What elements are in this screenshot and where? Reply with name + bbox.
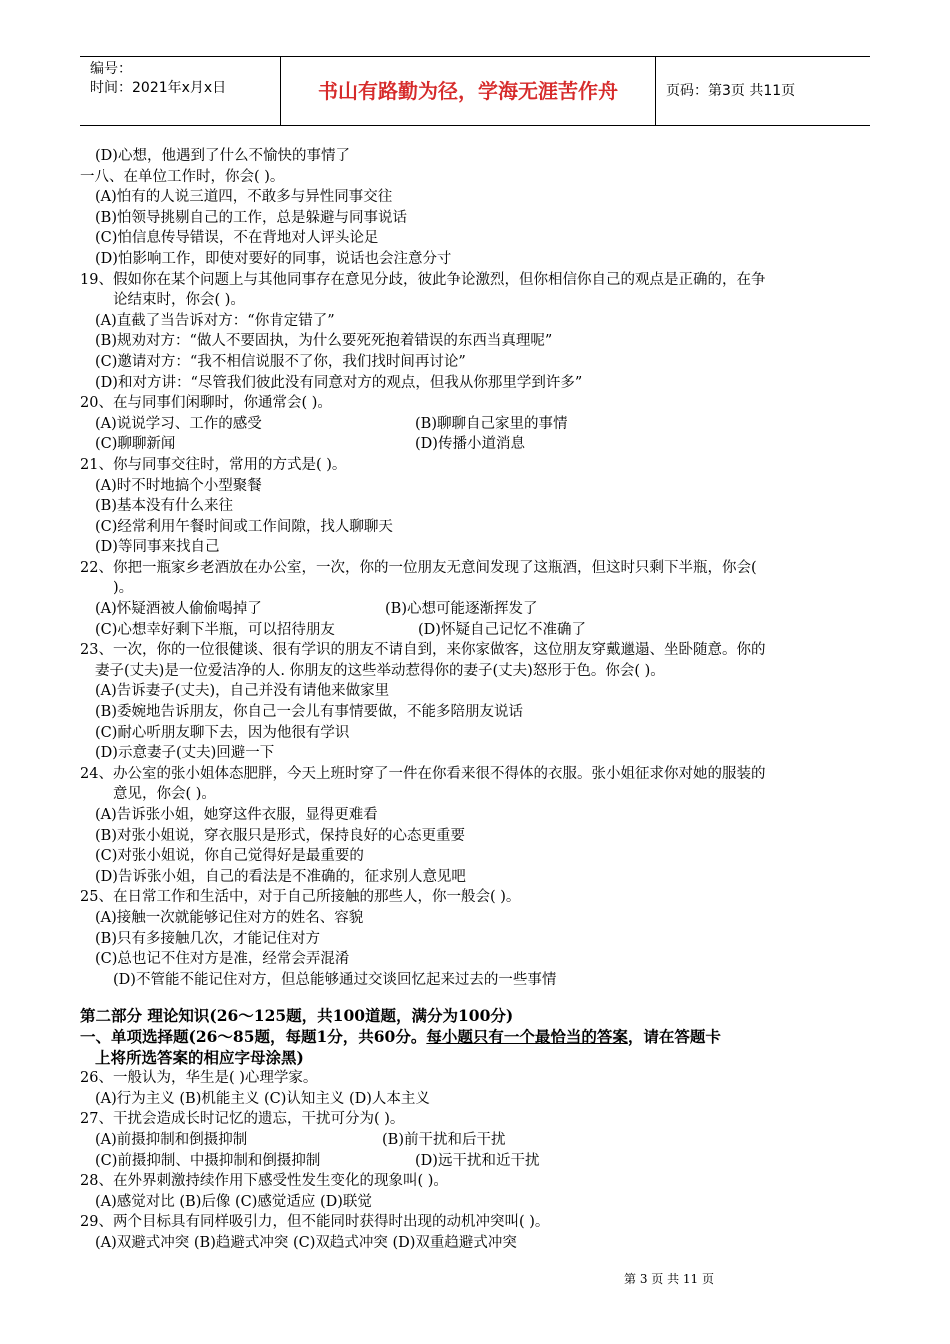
option-line: (A)行为主义 (B)机能主义 (C)认知主义 (D)人本主义 — [95, 1090, 430, 1107]
section-heading-text: 一、单项选择题(26～85题，每题1分，共60分。 — [80, 1026, 427, 1046]
page-footer: 第 3 页 共 11 页 — [624, 1272, 714, 1286]
time-label: 时间：2021年x月x日 — [90, 80, 227, 96]
option-line: (A)告诉张小姐，她穿这件衣服，显得更难看 — [95, 807, 378, 823]
question-stem: 29、两个目标具有同样吸引力，但不能同时获得时出现的动机冲突叫( )。 — [80, 1214, 550, 1231]
option-line: (C)耐心听朋友聊下去，因为他很有学识 — [95, 724, 350, 741]
question-stem-continued: 妻子(丈夫)是一位爱洁净的人. 你朋友的这些举动惹得你的妻子(丈夫)怒形于色。你会( )。 — [95, 662, 665, 679]
question-stem: 25、在日常工作和生活中，对于自己所接触的那些人，你一般会( )。 — [80, 889, 521, 906]
option-line: (B)只有多接触几次，才能记住对方 — [95, 930, 320, 947]
question-stem: 21、你与同事交往时，常用的方式是( )。 — [80, 456, 347, 473]
number-label: 编号： — [90, 61, 132, 77]
option-line: (C)怕信息传导错误，不在背地对人评头论足 — [95, 230, 379, 247]
option-line: (C)对张小姐说，你自己觉得好是最重要的 — [95, 848, 364, 865]
option-d: (D)传播小道消息 — [415, 436, 525, 453]
option-line: (D)等同事来找自己 — [95, 539, 220, 556]
header-divider — [655, 57, 656, 125]
question-stem: 20、在与同事们闲聊时，你通常会( )。 — [80, 395, 332, 412]
option-line: (B)对张小姐说，穿衣服只是形式，保持良好的心态更重要 — [95, 827, 465, 844]
section-heading-text: ，请在答题卡 — [627, 1026, 721, 1046]
option-b: (B)聊聊自己家里的事情 — [415, 415, 568, 432]
option-line: (A)双避式冲突 (B)趋避式冲突 (C)双趋式冲突 (D)双重趋避式冲突 — [95, 1234, 517, 1251]
page-header — [80, 56, 870, 126]
option-line: (B)基本没有什么来往 — [95, 498, 233, 515]
option-c: (C)聊聊新闻 — [95, 436, 176, 453]
option-line: (D)不管能不能记住对方，但总能够通过交谈回忆起来过去的一些事情 — [113, 971, 557, 988]
question-stem-continued: )。 — [113, 580, 134, 597]
question-stem-continued: 论结束时，你会( )。 — [113, 292, 245, 309]
option-b: (B)前干扰和后干扰 — [382, 1131, 506, 1148]
option-c: (C)前摄抑制、中摄抑制和倒摄抑制 — [95, 1152, 321, 1169]
option-line: (D)示意妻子(丈夫)回避一下 — [95, 745, 275, 762]
option-line: (A)时不时地搞个小型聚餐 — [95, 477, 262, 494]
option-line: (A)接触一次就能够记住对方的姓名、容貌 — [95, 909, 364, 926]
section-heading — [80, 1027, 870, 1048]
section-heading-continued: 上将所选答案的相应字母涂黑) — [95, 1047, 304, 1067]
option-line: (D)怕影响工作，即使对要好的同事，说话也会注意分寸 — [95, 250, 452, 267]
header-page-info: 页码：第3页 共11页 — [666, 83, 796, 99]
header-motto: 书山有路勤为径，学海无涯苦作舟 — [318, 79, 618, 103]
question-stem: 28、在外界刺激持续作用下感受性发生变化的现象叫( )。 — [80, 1173, 448, 1190]
part-title: 第二部分 理论知识(26～125题，共100道题，满分为100分) — [80, 1006, 514, 1026]
option-d: (D)怀疑自己记忆不准确了 — [418, 621, 586, 638]
option-line: (C)邀请对方：“我不相信说服不了你，我们找时间再讨论” — [95, 353, 466, 370]
section-heading-emphasis: 每小题只有一个最恰当的答案 — [426, 1026, 628, 1046]
question-stem: 27、干扰会造成长时记忆的遗忘，干扰可分为( )。 — [80, 1111, 405, 1128]
option-line: (A)直截了当告诉对方：“你肯定错了” — [95, 312, 335, 329]
option-a: (A)怀疑酒被人偷偷喝掉了 — [95, 601, 262, 618]
header-meta — [80, 57, 280, 125]
question-stem: 22、你把一瓶家乡老酒放在办公室，一次，你的一位朋友无意间发现了这瓶酒，但这时只剩下半瓶，你会( — [80, 559, 757, 576]
option-line: (B)委婉地告诉朋友，你自己一会儿有事情要做，不能多陪朋友说话 — [95, 704, 523, 721]
option-row — [80, 1151, 870, 1172]
option-line: (B)怕领导挑剔自己的工作，总是躲避与同事说话 — [95, 209, 407, 226]
option-row — [80, 620, 870, 641]
option-b: (B)心想可能逐渐挥发了 — [385, 601, 538, 618]
option-line: (C)经常利用午餐时间或工作间隙，找人聊聊天 — [95, 518, 393, 535]
section-gap — [80, 990, 870, 1006]
document-body — [80, 146, 870, 1253]
question-stem-continued: 意见，你会( )。 — [113, 786, 216, 803]
option-line: (B)规劝对方：“做人不要固执，为什么要死死抱着错误的东西当真理呢” — [95, 333, 553, 350]
option-row — [80, 599, 870, 620]
option-a: (A)前摄抑制和倒摄抑制 — [95, 1131, 248, 1148]
option-line: (D)和对方讲：“尽管我们彼此没有同意对方的观点，但我从你那里学到许多” — [95, 374, 583, 391]
option-line: (C)总也记不住对方是准，经常会弄混淆 — [95, 951, 350, 968]
option-row — [80, 414, 870, 435]
question-stem: 23、一次，你的一位很健谈、很有学识的朋友不请自到，来你家做客，这位朋友穿戴邋遢、坐卧随意。你的 — [80, 642, 766, 659]
option-a: (A)说说学习、工作的感受 — [95, 415, 262, 432]
option-line: (A)感觉对比 (B)后像 (C)感觉适应 (D)联觉 — [95, 1193, 372, 1210]
option-line: (A)怕有的人说三道四，不敢多与异性同事交往 — [95, 189, 393, 206]
option-row — [80, 434, 870, 455]
option-d: (D)远干扰和近干扰 — [415, 1152, 540, 1169]
question-stem: 26、一般认为，华生是( )心理学家。 — [80, 1070, 318, 1087]
option-row — [80, 1130, 870, 1151]
option-line: (D)心想，他遇到了什么不愉快的事情了 — [95, 148, 350, 164]
question-stem: 24、办公室的张小姐体态肥胖，今天上班时穿了一件在你看来很不得体的衣服。张小姐征求你对她的服装的 — [80, 765, 766, 782]
option-line: (D)告诉张小姐，自己的看法是不准确的，征求别人意见吧 — [95, 868, 466, 885]
question-stem: 一八、在单位工作时，你会( )。 — [80, 168, 285, 185]
question-stem: 19、假如你在某个问题上与其他同事存在意见分歧，彼此争论激烈，但你相信你自己的观点是正确的，在争 — [80, 271, 766, 288]
option-line: (A)告诉妻子(丈夫)，自己并没有请他来做家里 — [95, 683, 390, 700]
option-c: (C)心想幸好剩下半瓶，可以招待朋友 — [95, 621, 335, 638]
